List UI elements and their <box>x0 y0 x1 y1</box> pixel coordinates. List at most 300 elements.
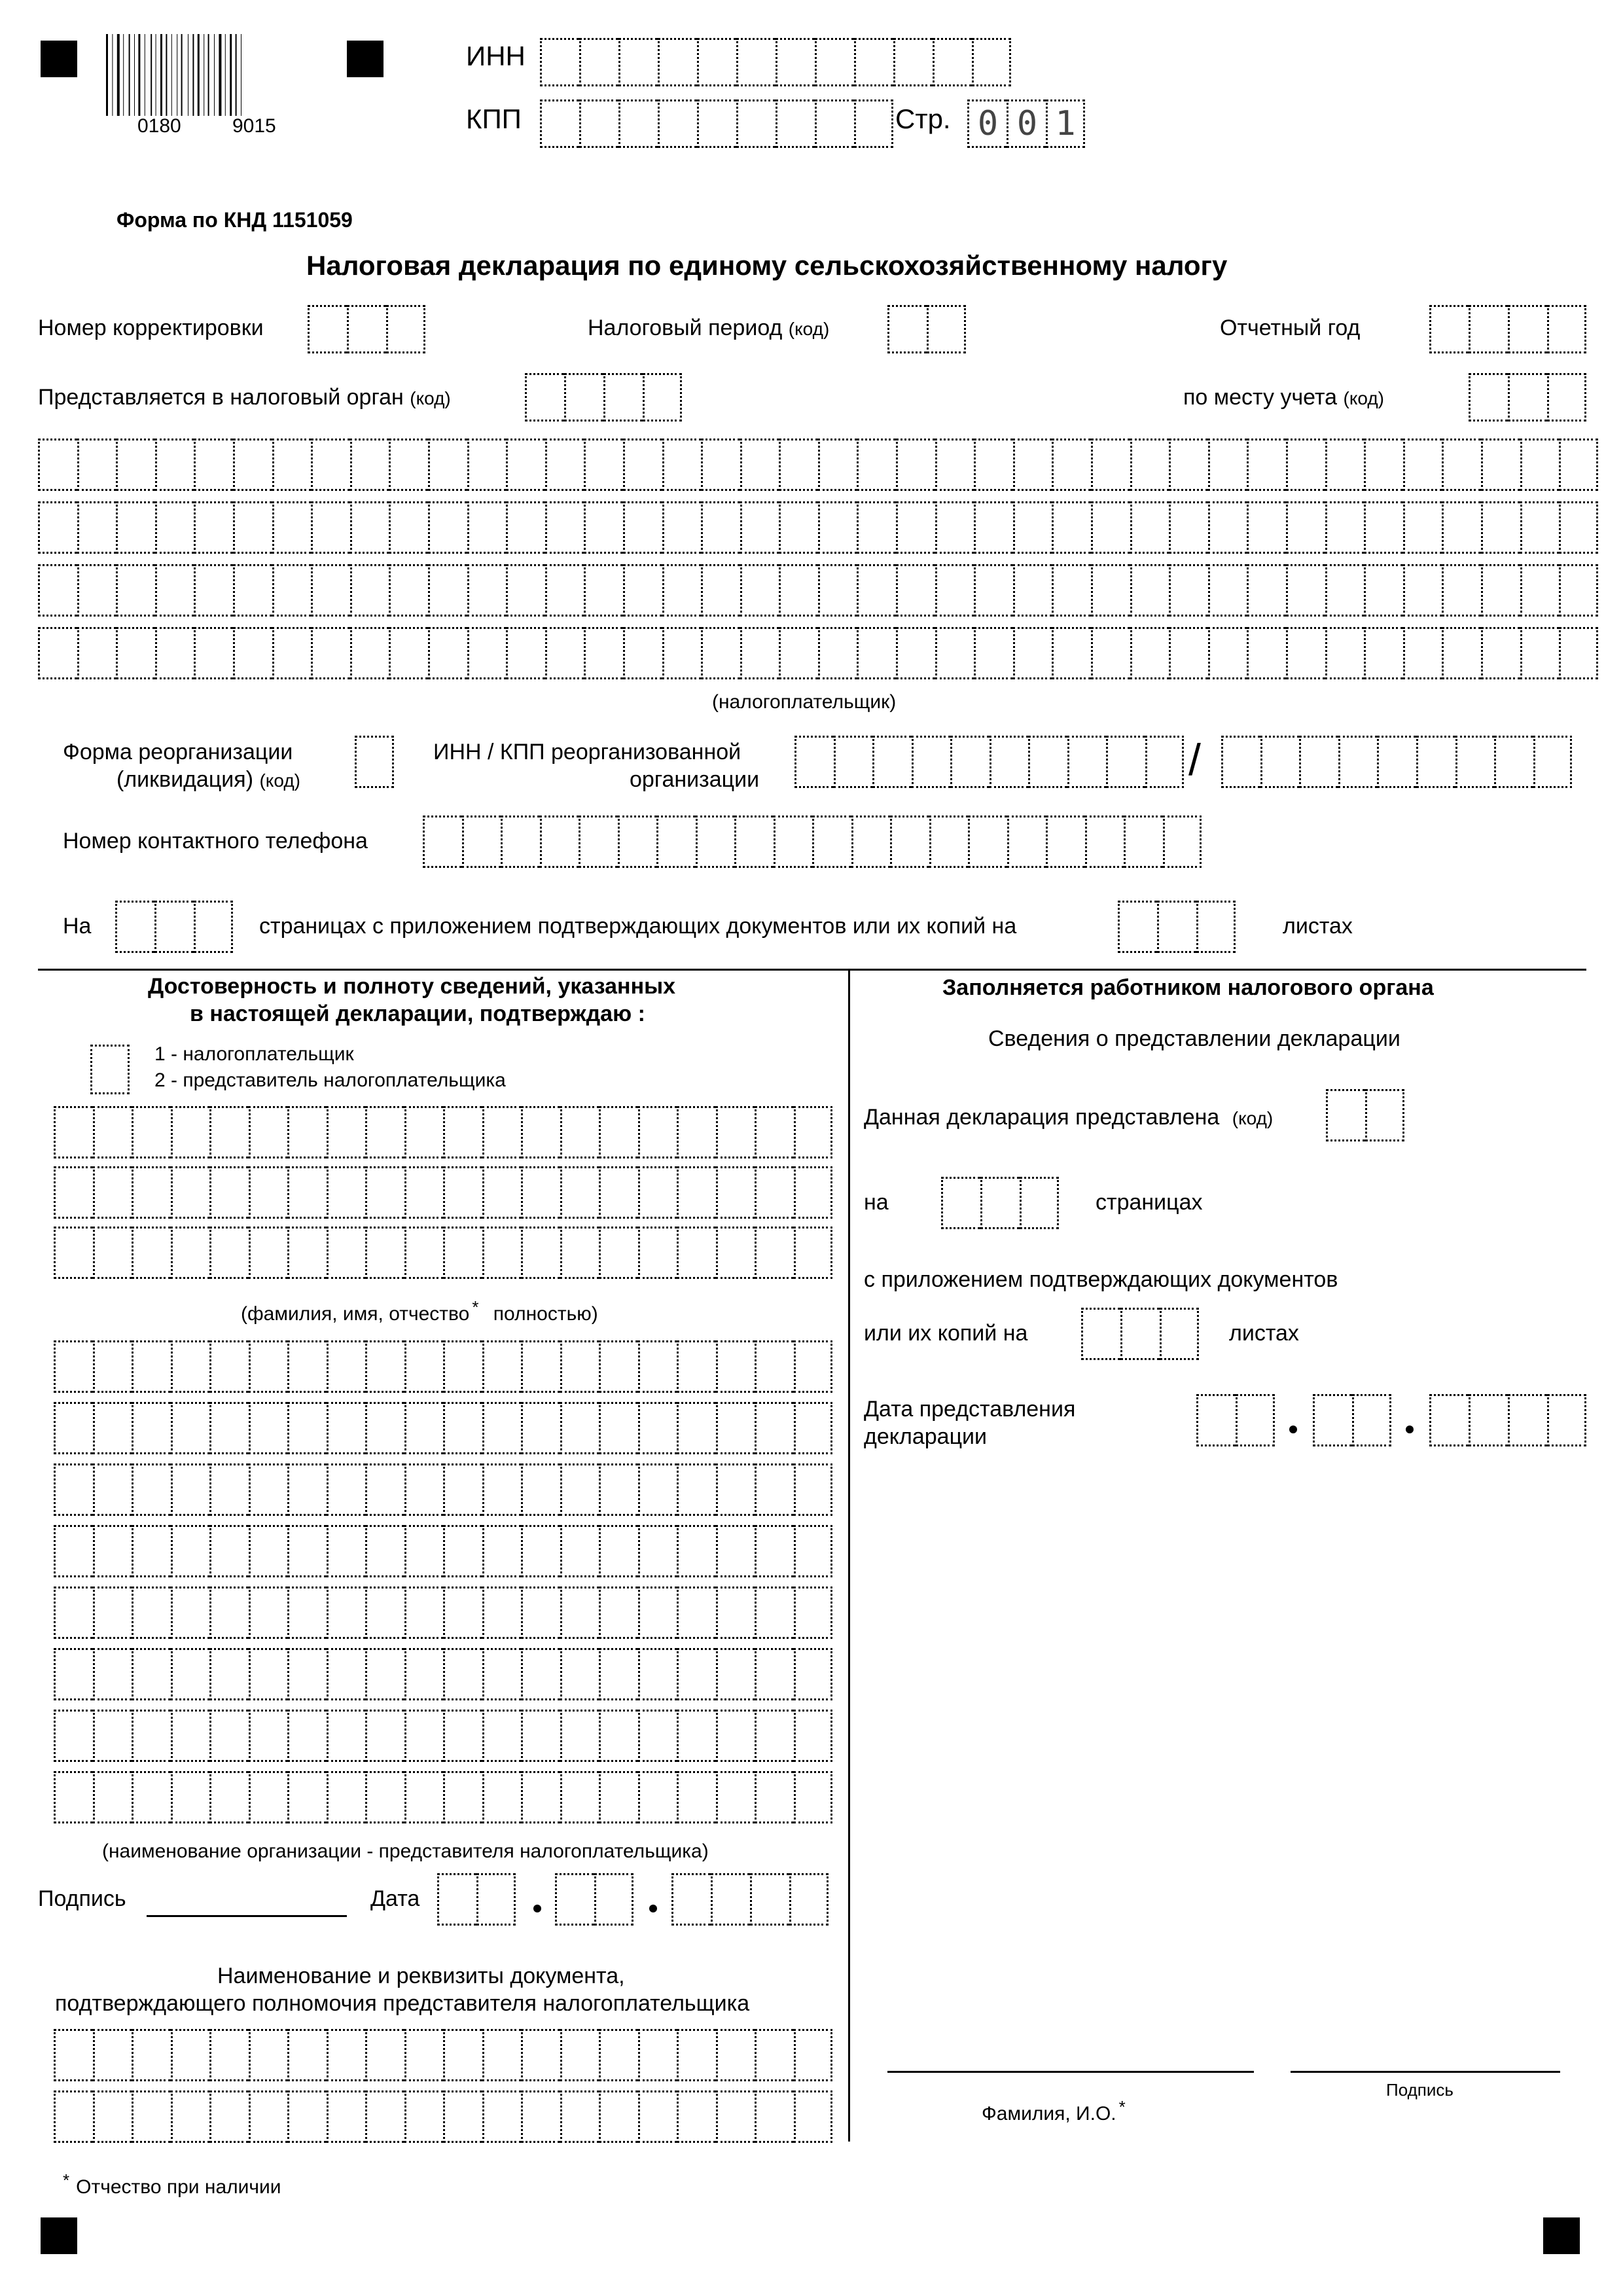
input-cell[interactable] <box>974 501 1013 554</box>
input-cell[interactable] <box>1326 1089 1365 1141</box>
input-cell[interactable] <box>327 1166 366 1219</box>
input-cell[interactable] <box>1130 564 1169 617</box>
input-cell[interactable] <box>93 2029 132 2081</box>
input-cell[interactable] <box>155 501 194 554</box>
input-cell[interactable] <box>1157 901 1196 953</box>
input-cell[interactable] <box>1442 439 1481 491</box>
input-cell[interactable] <box>1052 439 1091 491</box>
input-cell[interactable] <box>404 2029 444 2081</box>
input-cell[interactable] <box>1286 564 1325 617</box>
input-cell[interactable] <box>1247 627 1286 679</box>
input-cell[interactable] <box>677 1227 716 1279</box>
input-cell[interactable] <box>233 501 272 554</box>
input-cell[interactable] <box>1130 501 1169 554</box>
input-cell[interactable] <box>579 99 618 148</box>
input-cell[interactable] <box>272 627 312 679</box>
input-cell[interactable] <box>54 1463 93 1516</box>
fio-row[interactable] <box>54 1106 832 1158</box>
inn-cells[interactable] <box>540 38 1011 86</box>
input-cell[interactable] <box>365 1648 404 1700</box>
input-cell[interactable] <box>154 901 194 953</box>
input-cell[interactable] <box>560 1227 599 1279</box>
input-cell[interactable] <box>1208 627 1247 679</box>
input-cell[interactable] <box>521 2090 560 2143</box>
input-cell[interactable] <box>872 736 912 788</box>
input-cell[interactable] <box>443 1463 482 1516</box>
input-cell[interactable] <box>818 501 857 554</box>
input-cell[interactable] <box>443 1106 482 1158</box>
taxpayer-name-row[interactable] <box>38 564 1598 617</box>
input-cell[interactable] <box>521 1340 560 1393</box>
input-cell[interactable] <box>428 564 467 617</box>
input-cell[interactable] <box>287 1525 327 1577</box>
input-cell[interactable] <box>249 1587 288 1639</box>
input-cell[interactable] <box>209 1227 249 1279</box>
input-cell[interactable] <box>249 1227 288 1279</box>
input-cell[interactable] <box>794 1227 833 1279</box>
input-cell[interactable] <box>506 627 545 679</box>
input-cell[interactable] <box>249 1710 288 1762</box>
input-cell[interactable] <box>584 564 623 617</box>
input-cell[interactable] <box>658 38 697 86</box>
input-cell[interactable] <box>1052 564 1091 617</box>
input-cell[interactable] <box>1325 564 1364 617</box>
input-cell[interactable] <box>386 305 425 353</box>
input-cell[interactable] <box>171 1587 210 1639</box>
input-cell[interactable] <box>521 1648 560 1700</box>
input-cell[interactable] <box>560 1106 599 1158</box>
input-cell[interactable] <box>1520 627 1560 679</box>
input-cell[interactable] <box>467 627 507 679</box>
authority-cells[interactable] <box>525 373 682 422</box>
input-cell[interactable] <box>132 2029 171 2081</box>
input-cell[interactable] <box>1124 816 1163 868</box>
input-cell[interactable] <box>272 501 312 554</box>
input-cell[interactable] <box>428 627 467 679</box>
input-cell[interactable] <box>389 627 428 679</box>
input-cell[interactable] <box>677 1106 716 1158</box>
input-cell[interactable] <box>38 627 77 679</box>
input-cell[interactable] <box>209 1710 249 1762</box>
input-cell[interactable] <box>1547 373 1586 422</box>
input-cell[interactable] <box>54 2029 93 2081</box>
input-cell[interactable] <box>311 627 350 679</box>
input-cell[interactable] <box>933 38 972 86</box>
input-cell[interactable] <box>677 2029 716 2081</box>
input-cell[interactable] <box>618 99 658 148</box>
input-cell[interactable] <box>677 1648 716 1700</box>
input-cell[interactable] <box>974 627 1013 679</box>
input-cell[interactable] <box>623 627 662 679</box>
input-cell[interactable] <box>1547 1394 1586 1446</box>
input-cell[interactable] <box>132 1648 171 1700</box>
input-cell[interactable] <box>716 1340 755 1393</box>
input-cell[interactable] <box>1221 736 1260 788</box>
input-cell[interactable] <box>521 1587 560 1639</box>
input-cell[interactable] <box>789 1873 829 1926</box>
input-cell[interactable] <box>93 1166 132 1219</box>
input-cell[interactable] <box>1520 439 1560 491</box>
input-cell[interactable] <box>779 439 818 491</box>
org-name-row[interactable] <box>54 1648 832 1700</box>
input-cell[interactable] <box>1169 439 1208 491</box>
input-cell[interactable] <box>1208 501 1247 554</box>
input-cell[interactable] <box>779 627 818 679</box>
input-cell[interactable] <box>1364 501 1403 554</box>
input-cell[interactable] <box>774 816 813 868</box>
input-cell[interactable] <box>365 1166 404 1219</box>
input-cell[interactable] <box>1130 627 1169 679</box>
input-cell[interactable] <box>132 1771 171 1823</box>
input-cell[interactable] <box>638 1771 677 1823</box>
input-cell[interactable] <box>662 564 702 617</box>
input-cell[interactable] <box>482 2090 522 2143</box>
input-cell[interactable] <box>350 501 389 554</box>
input-cell[interactable] <box>912 736 951 788</box>
input-cell[interactable] <box>521 1710 560 1762</box>
input-cell[interactable] <box>599 2029 638 2081</box>
input-cell[interactable] <box>1028 736 1067 788</box>
input-cell[interactable] <box>794 1402 833 1454</box>
input-cell[interactable] <box>1416 736 1455 788</box>
input-cell[interactable] <box>599 1648 638 1700</box>
input-cell[interactable] <box>638 1402 677 1454</box>
input-cell[interactable] <box>1160 1308 1199 1360</box>
input-cell[interactable] <box>171 2090 210 2143</box>
input-cell[interactable] <box>716 1710 755 1762</box>
input-cell[interactable] <box>1520 564 1560 617</box>
input-cell[interactable] <box>272 564 312 617</box>
input-cell[interactable] <box>974 564 1013 617</box>
input-cell[interactable] <box>77 627 116 679</box>
correction-cells[interactable] <box>308 305 425 353</box>
input-cell[interactable] <box>171 1525 210 1577</box>
input-cell[interactable] <box>677 1710 716 1762</box>
input-cell[interactable] <box>476 1873 516 1926</box>
input-cell[interactable] <box>311 564 350 617</box>
input-cell[interactable] <box>521 1227 560 1279</box>
sheets-cells[interactable] <box>1118 901 1236 953</box>
input-cell[interactable] <box>1208 564 1247 617</box>
input-cell[interactable] <box>1338 736 1378 788</box>
input-cell[interactable] <box>1469 1394 1508 1446</box>
input-cell[interactable] <box>209 1525 249 1577</box>
input-cell[interactable] <box>327 2029 366 2081</box>
input-cell[interactable] <box>443 1227 482 1279</box>
input-cell[interactable] <box>54 2090 93 2143</box>
input-cell[interactable] <box>38 439 77 491</box>
input-cell[interactable] <box>599 1106 638 1158</box>
input-cell[interactable] <box>935 501 974 554</box>
input-cell[interactable] <box>1442 627 1481 679</box>
reorg-form-cells[interactable] <box>355 736 394 788</box>
input-cell[interactable] <box>428 501 467 554</box>
input-cell[interactable] <box>1163 816 1202 868</box>
input-cell[interactable] <box>1130 439 1169 491</box>
input-cell[interactable] <box>854 99 893 148</box>
input-cell[interactable] <box>115 901 154 953</box>
input-cell[interactable] <box>209 1166 249 1219</box>
input-cell[interactable] <box>1091 501 1130 554</box>
input-cell[interactable] <box>308 305 347 353</box>
input-cell[interactable] <box>54 1710 93 1762</box>
input-cell[interactable] <box>677 1587 716 1639</box>
input-cell[interactable] <box>677 1340 716 1393</box>
input-cell[interactable] <box>350 439 389 491</box>
input-cell[interactable] <box>794 1106 833 1158</box>
input-cell[interactable] <box>540 816 579 868</box>
input-cell[interactable] <box>896 627 935 679</box>
input-cell[interactable] <box>249 1771 288 1823</box>
input-cell[interactable] <box>794 1463 833 1516</box>
input-cell[interactable] <box>355 736 394 788</box>
input-cell[interactable] <box>1469 305 1508 353</box>
input-cell[interactable] <box>1325 439 1364 491</box>
input-cell[interactable] <box>638 1710 677 1762</box>
input-cell[interactable] <box>638 1648 677 1700</box>
input-cell[interactable] <box>443 1340 482 1393</box>
input-cell[interactable] <box>972 38 1011 86</box>
input-cell[interactable] <box>1260 736 1300 788</box>
input-cell[interactable] <box>584 501 623 554</box>
fio-row[interactable] <box>54 1227 832 1279</box>
input-cell[interactable] <box>132 1463 171 1516</box>
input-cell[interactable] <box>443 1402 482 1454</box>
pages-cells[interactable] <box>115 901 233 953</box>
input-cell[interactable] <box>1494 736 1533 788</box>
input-cell[interactable] <box>599 1771 638 1823</box>
input-cell[interactable] <box>116 439 155 491</box>
input-cell[interactable] <box>638 1227 677 1279</box>
input-cell[interactable] <box>54 1402 93 1454</box>
input-cell[interactable] <box>584 627 623 679</box>
input-cell[interactable] <box>662 439 702 491</box>
input-cell[interactable] <box>171 2029 210 2081</box>
input-cell[interactable] <box>132 1587 171 1639</box>
input-cell[interactable] <box>482 1340 522 1393</box>
input-cell[interactable] <box>327 1587 366 1639</box>
input-cell[interactable] <box>155 564 194 617</box>
input-cell[interactable] <box>755 2029 794 2081</box>
input-cell[interactable] <box>677 1402 716 1454</box>
input-cell[interactable] <box>623 439 662 491</box>
input-cell[interactable] <box>701 564 740 617</box>
input-cell[interactable] <box>990 736 1029 788</box>
input-cell[interactable] <box>132 1402 171 1454</box>
input-cell[interactable] <box>740 501 779 554</box>
input-cell[interactable] <box>716 2090 755 2143</box>
input-cell[interactable] <box>794 2029 833 2081</box>
input-cell[interactable] <box>1508 373 1547 422</box>
input-cell[interactable] <box>311 439 350 491</box>
input-cell[interactable] <box>1481 501 1520 554</box>
input-cell[interactable] <box>287 1710 327 1762</box>
input-cell[interactable] <box>249 1648 288 1700</box>
input-cell[interactable] <box>927 305 966 353</box>
input-cell[interactable] <box>404 1227 444 1279</box>
input-cell[interactable] <box>1286 627 1325 679</box>
sign-date-year-cells[interactable] <box>671 1873 829 1926</box>
input-cell[interactable] <box>249 1525 288 1577</box>
input-cell[interactable] <box>638 2029 677 2081</box>
input-cell[interactable] <box>638 2090 677 2143</box>
input-cell[interactable] <box>443 1587 482 1639</box>
input-cell[interactable] <box>638 1106 677 1158</box>
input-cell[interactable] <box>93 1648 132 1700</box>
input-cell[interactable] <box>1429 1394 1469 1446</box>
input-cell[interactable] <box>249 1166 288 1219</box>
input-cell[interactable] <box>896 564 935 617</box>
input-cell[interactable] <box>750 1873 789 1926</box>
input-cell[interactable] <box>1364 564 1403 617</box>
input-cell[interactable] <box>734 816 774 868</box>
input-cell[interactable] <box>776 38 815 86</box>
input-cell[interactable] <box>1442 564 1481 617</box>
input-cell[interactable] <box>132 1106 171 1158</box>
input-cell[interactable] <box>171 1648 210 1700</box>
input-cell[interactable] <box>462 816 501 868</box>
input-cell[interactable] <box>677 1525 716 1577</box>
input-cell[interactable] <box>794 736 834 788</box>
input-cell[interactable] <box>171 1106 210 1158</box>
input-cell[interactable] <box>233 564 272 617</box>
input-cell[interactable] <box>1533 736 1573 788</box>
input-cell[interactable] <box>1403 564 1442 617</box>
input-cell[interactable] <box>643 373 682 422</box>
input-cell[interactable] <box>389 439 428 491</box>
input-cell[interactable] <box>896 439 935 491</box>
input-cell[interactable] <box>54 1106 93 1158</box>
input-cell[interactable] <box>287 1463 327 1516</box>
input-cell[interactable] <box>171 1771 210 1823</box>
input-cell[interactable] <box>365 1340 404 1393</box>
input-cell[interactable] <box>794 1340 833 1393</box>
year-cells[interactable] <box>1429 305 1586 353</box>
input-cell[interactable] <box>1325 627 1364 679</box>
input-cell[interactable] <box>327 1710 366 1762</box>
fio-row[interactable] <box>54 1166 832 1219</box>
input-cell[interactable] <box>1508 305 1547 353</box>
input-cell[interactable] <box>701 439 740 491</box>
input-cell[interactable] <box>1013 439 1052 491</box>
input-cell[interactable] <box>1247 439 1286 491</box>
input-cell[interactable] <box>521 1463 560 1516</box>
input-cell[interactable] <box>545 564 584 617</box>
input-cell[interactable] <box>599 1402 638 1454</box>
input-cell[interactable] <box>443 1166 482 1219</box>
input-cell[interactable] <box>1013 564 1052 617</box>
input-cell[interactable] <box>564 373 603 422</box>
input-cell[interactable] <box>1559 501 1598 554</box>
input-cell[interactable] <box>1169 627 1208 679</box>
input-cell[interactable] <box>1169 564 1208 617</box>
input-cell[interactable] <box>93 2090 132 2143</box>
input-cell[interactable] <box>404 1402 444 1454</box>
input-cell[interactable] <box>794 1166 833 1219</box>
input-cell[interactable] <box>779 501 818 554</box>
input-cell[interactable] <box>1520 501 1560 554</box>
input-cell[interactable] <box>697 38 736 86</box>
input-cell[interactable] <box>1145 736 1185 788</box>
input-cell[interactable] <box>1559 439 1598 491</box>
input-cell[interactable] <box>350 627 389 679</box>
input-cell[interactable] <box>132 1710 171 1762</box>
input-cell[interactable] <box>521 1166 560 1219</box>
input-cell[interactable] <box>233 439 272 491</box>
input-cell[interactable] <box>560 1166 599 1219</box>
input-cell[interactable] <box>579 816 618 868</box>
input-cell[interactable] <box>194 439 233 491</box>
input-cell[interactable] <box>1081 1308 1120 1360</box>
input-cell[interactable] <box>249 2029 288 2081</box>
input-cell[interactable] <box>599 1587 638 1639</box>
input-cell[interactable] <box>599 1525 638 1577</box>
input-cell[interactable] <box>482 1227 522 1279</box>
input-cell[interactable] <box>171 1227 210 1279</box>
input-cell[interactable] <box>287 1402 327 1454</box>
input-cell[interactable] <box>287 1771 327 1823</box>
input-cell[interactable] <box>482 1648 522 1700</box>
input-cell[interactable] <box>1120 1308 1160 1360</box>
input-cell[interactable] <box>1455 736 1495 788</box>
input-cell[interactable] <box>209 1340 249 1393</box>
period-cells[interactable] <box>887 305 966 353</box>
org-name-row[interactable] <box>54 1525 832 1577</box>
input-cell[interactable] <box>404 2090 444 2143</box>
input-cell[interactable] <box>506 564 545 617</box>
input-cell[interactable] <box>54 1227 93 1279</box>
input-cell[interactable] <box>194 901 233 953</box>
taxpayer-name-row[interactable] <box>38 627 1598 679</box>
input-cell[interactable] <box>638 1463 677 1516</box>
input-cell[interactable] <box>155 439 194 491</box>
input-cell[interactable] <box>521 1771 560 1823</box>
input-cell[interactable] <box>1429 305 1469 353</box>
reorg-kpp-cells[interactable] <box>1221 736 1572 788</box>
input-cell[interactable] <box>467 439 507 491</box>
input-cell[interactable] <box>857 501 896 554</box>
input-cell[interactable] <box>755 1340 794 1393</box>
input-cell[interactable] <box>584 439 623 491</box>
input-cell[interactable] <box>521 1402 560 1454</box>
input-cell[interactable] <box>560 1771 599 1823</box>
input-cell[interactable] <box>560 1340 599 1393</box>
input-cell[interactable] <box>1377 736 1416 788</box>
input-cell[interactable] <box>482 1710 522 1762</box>
input-cell[interactable] <box>171 1710 210 1762</box>
input-cell[interactable] <box>209 1771 249 1823</box>
input-cell[interactable] <box>311 501 350 554</box>
input-cell[interactable] <box>740 627 779 679</box>
input-cell[interactable] <box>716 1166 755 1219</box>
input-cell[interactable] <box>941 1177 980 1229</box>
input-cell[interactable] <box>428 439 467 491</box>
input-cell[interactable] <box>443 1648 482 1700</box>
input-cell[interactable] <box>658 99 697 148</box>
input-cell[interactable] <box>423 816 462 868</box>
input-cell[interactable] <box>443 1771 482 1823</box>
input-cell[interactable] <box>1020 1177 1059 1229</box>
input-cell[interactable] <box>599 1166 638 1219</box>
reorg-inn-cells[interactable] <box>794 736 1184 788</box>
signer-type-cell[interactable] <box>90 1045 130 1094</box>
input-cell[interactable] <box>93 1771 132 1823</box>
input-cell[interactable] <box>662 501 702 554</box>
input-cell[interactable] <box>327 1463 366 1516</box>
input-cell[interactable] <box>555 1873 594 1926</box>
input-cell[interactable] <box>594 1873 633 1926</box>
input-cell[interactable] <box>155 627 194 679</box>
